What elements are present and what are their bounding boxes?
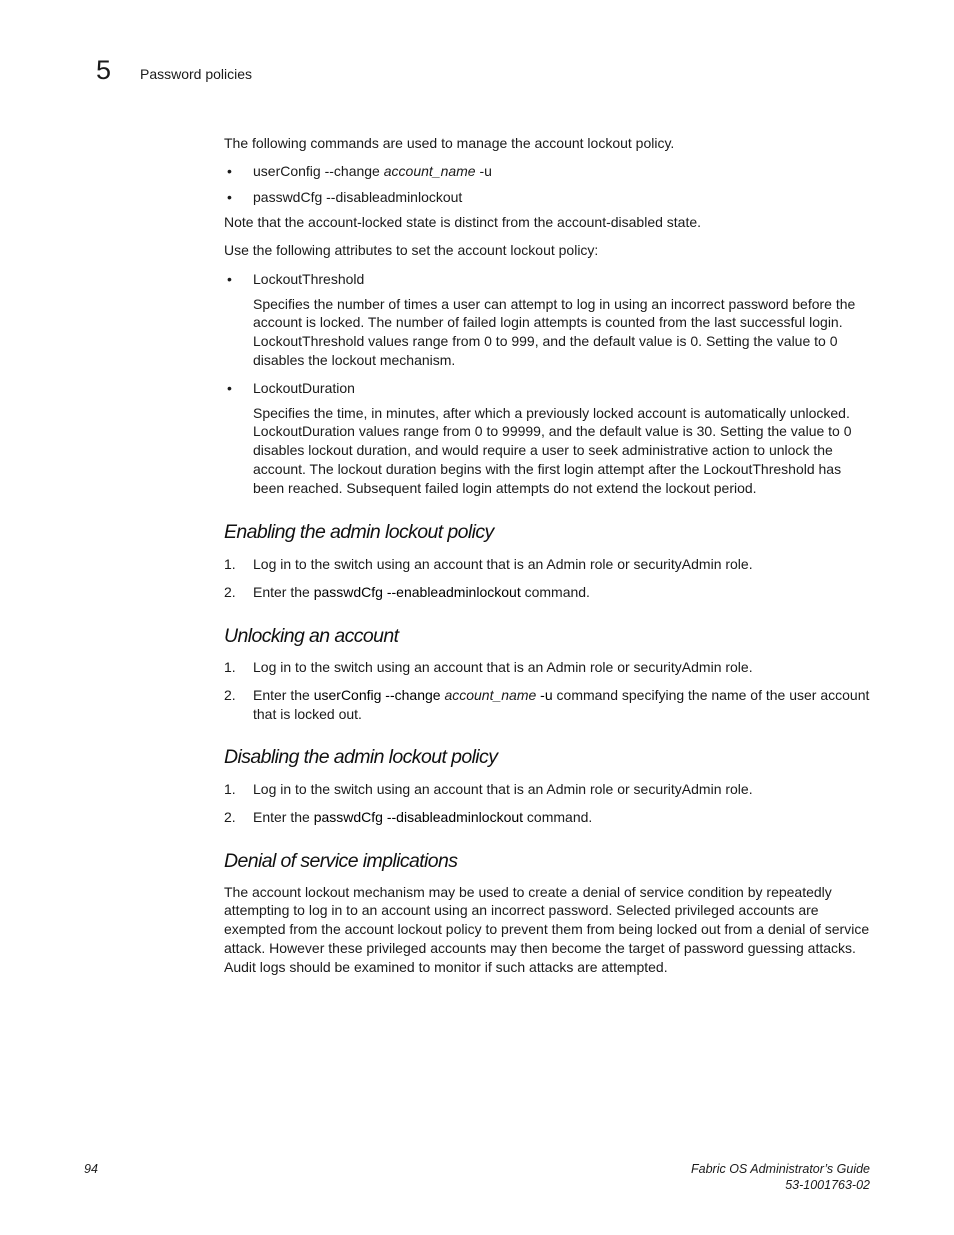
step-number: 1. <box>224 658 236 675</box>
section-heading-denial: Denial of service implications <box>224 849 458 872</box>
step-number: 2. <box>224 583 236 600</box>
bullet-icon: • <box>227 163 232 180</box>
step-item <box>224 686 874 724</box>
step-number: 1. <box>224 780 236 797</box>
page-content <box>224 134 874 977</box>
doc-number: 53-1001763-02 <box>785 1177 870 1192</box>
attribute-description: Specifies the time, in minutes, after which a previously locked account is automatically unlocked. LockoutDuration values range from 0 to 99999, and the default value is 30. Setting the value to 0 disables lockout duration, and would require a user to seek administrative action to unlock the account. The lockout duration begins with the first login attempt after the LockoutThreshold has been reached. Subsequent failed login attempts do not extend the lockout period. <box>253 404 852 496</box>
step-item <box>224 583 874 602</box>
step-text: Log in to the switch using an account that is an Admin role or securityAdmin role. <box>253 555 753 572</box>
step-item <box>224 808 874 827</box>
denial-body: The account lockout mechanism may be used to create a denial of service condition by repeatedly attempting to log in to an account using an incorrect password. Selected privileged accounts are exempted from the account lockout policy to prevent them from being locked out from a denial of service attack. However these privileged accounts may then become the target of password guessing attacks. Audit logs should be examined to monitor if such attacks are attempted. <box>224 883 870 975</box>
step-command: userConfig --change <box>313 686 445 703</box>
command-list-item <box>224 162 874 181</box>
footer-doc-info <box>691 1162 870 1193</box>
command-text: userConfig --change <box>253 163 384 180</box>
attribute-name: LockoutThreshold <box>253 270 365 287</box>
step-text-tail: command. <box>523 808 593 825</box>
note-text: Note that the account-locked state is distinct from the account-disabled state. <box>224 213 702 230</box>
command-arg: account_name <box>383 163 476 180</box>
chapter-number: 5 <box>96 55 112 85</box>
step-item <box>224 780 874 799</box>
section-heading-disabling: Disabling the admin lockout policy <box>224 745 498 768</box>
step-item <box>224 658 874 677</box>
attribute-name: LockoutDuration <box>253 379 355 396</box>
attribute-item <box>224 379 874 398</box>
section-heading-enabling: Enabling the admin lockout policy <box>224 520 494 543</box>
section-heading-unlocking: Unlocking an account <box>224 624 399 647</box>
step-command-flag: -u <box>536 686 553 703</box>
step-text-tail: command specifying the name of the user account that is locked out. <box>253 686 870 722</box>
step-text: Log in to the switch using an account that is an Admin role or securityAdmin role. <box>253 780 753 797</box>
attributes-intro: Use the following attributes to set the account lockout policy: <box>224 242 599 259</box>
attribute-item <box>224 270 874 289</box>
bullet-icon: • <box>227 379 232 396</box>
page-number: 94 <box>84 1162 98 1176</box>
guide-title: Fabric OS Administrator’s Guide <box>691 1162 870 1176</box>
command-list-item <box>224 188 874 207</box>
bullet-icon: • <box>227 270 232 287</box>
step-number: 2. <box>224 808 236 825</box>
step-text: Enter the <box>253 583 314 600</box>
step-item <box>224 555 874 574</box>
step-text: Log in to the switch using an account that is an Admin role or securityAdmin role. <box>253 658 753 675</box>
command-flag: -u <box>475 163 492 180</box>
step-command: passwdCfg --enableadminlockout <box>313 583 521 600</box>
step-text: Enter the <box>253 686 314 703</box>
attribute-description: Specifies the number of times a user can attempt to log in using an incorrect password before the account is locked. The number of failed login attempts is counted from the last successful login. LockoutThreshold values range from 0 to 999, and the default value is 0. Setting the value to 0 disables the lockout mechanism. <box>253 295 856 368</box>
step-text-tail: command. <box>520 583 590 600</box>
step-number: 2. <box>224 686 236 703</box>
step-number: 1. <box>224 555 236 572</box>
chapter-title: Password policies <box>140 66 253 82</box>
step-command: passwdCfg --disableadminlockout <box>313 808 524 825</box>
bullet-icon: • <box>227 188 232 205</box>
step-text: Enter the <box>253 808 314 825</box>
command-text: passwdCfg --disableadminlockout <box>253 188 463 205</box>
step-command-arg: account_name <box>444 686 537 703</box>
intro-text: The following commands are used to manage the account lockout policy. <box>224 135 675 151</box>
